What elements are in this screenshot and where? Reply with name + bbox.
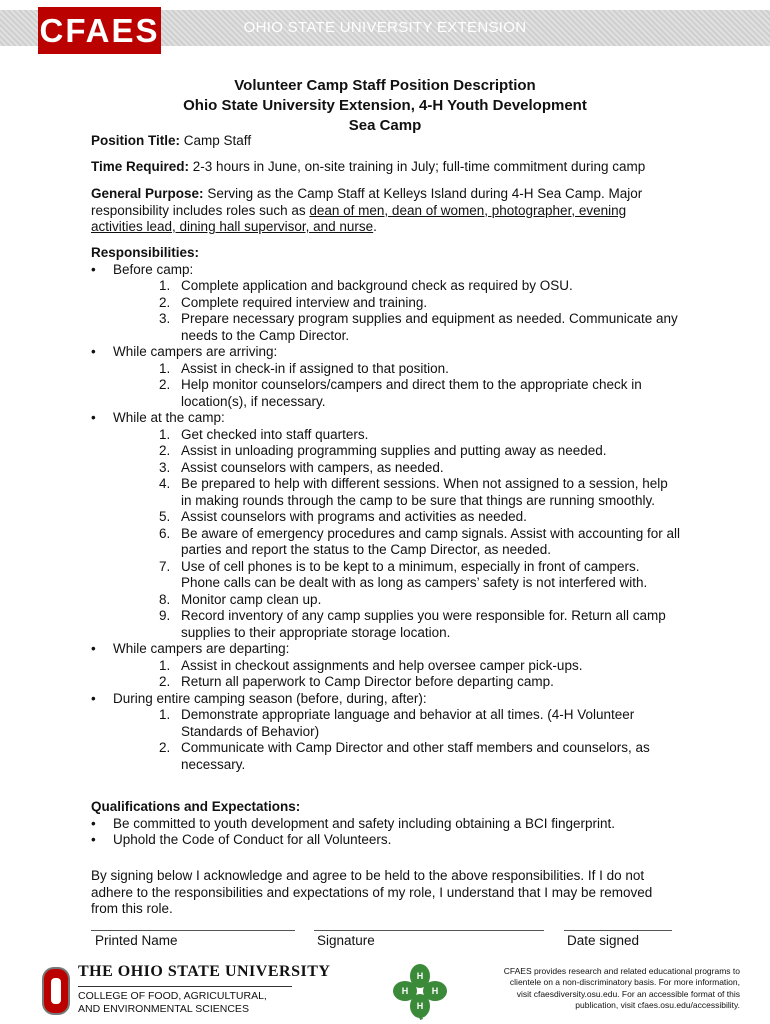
general-purpose-text: Serving as the Camp Staff at Kelleys Island during 4-H Sea Camp. Major responsibility includes roles such as bbox=[91, 186, 643, 218]
general-purpose bbox=[91, 186, 681, 236]
document-title: Volunteer Camp Staff Position Description bbox=[234, 77, 536, 94]
list-item: 7. Use of cell phones is to be kept to a minimum, especially in front of campers. Phone calls can be dealt with as long as campers’ safety is not interfered with. bbox=[159, 558, 648, 590]
4h-clover-icon bbox=[391, 962, 449, 1020]
svg-text:H: H bbox=[416, 971, 424, 981]
list-item bbox=[91, 410, 681, 641]
list-item bbox=[91, 344, 681, 410]
list-item: 2. Return all paperwork to Camp Director before departing camp. bbox=[159, 674, 554, 689]
section-title: During entire camping season (before, during, after): bbox=[113, 690, 427, 706]
signature-line[interactable] bbox=[314, 930, 544, 931]
list-item: 2. Communicate with Camp Director and other staff members and counselors, as necessary. bbox=[159, 740, 650, 772]
list-item: 1. Assist in checkout assignments and help oversee camper pick-ups. bbox=[159, 657, 583, 673]
responsibilities-list bbox=[91, 262, 681, 774]
printed-name-line[interactable] bbox=[91, 930, 295, 931]
osu-divider bbox=[78, 986, 292, 987]
osu-college bbox=[78, 990, 267, 1016]
block-o-logo bbox=[40, 963, 72, 1019]
time-required-label: Time Required: bbox=[91, 159, 190, 174]
position-title bbox=[91, 133, 681, 150]
section-title: While campers are departing: bbox=[113, 641, 290, 656]
document-program: Sea Camp bbox=[348, 117, 422, 134]
responsibilities-heading: Responsibilities: bbox=[91, 245, 200, 260]
qualifications-heading: Qualifications and Expectations: bbox=[91, 799, 301, 814]
list-item: 5. Assist counselors with programs and activities as needed. bbox=[159, 509, 527, 524]
general-purpose-roles: dean of men, dean of women, photographer, evening activities lead, dining hall supervisor, and nurse bbox=[91, 202, 627, 234]
cfaes-logo: CFAES bbox=[38, 7, 161, 54]
list-item: • Be committed to youth development and safety including obtaining a BCI fingerprint. bbox=[91, 816, 681, 833]
time-required bbox=[91, 159, 681, 176]
qualifications bbox=[91, 799, 681, 849]
list-item: 1. Demonstrate appropriate language and behavior at all times. (4-H Volunteer Standards of Behavior) bbox=[159, 707, 635, 739]
list-item: 1. Assist in check-in if assigned to that position. bbox=[159, 360, 449, 376]
college-line-1: COLLEGE OF FOOD, AGRICULTURAL, bbox=[78, 990, 267, 1002]
list-item: 1. Get checked into staff quarters. bbox=[159, 426, 369, 442]
numbered-list bbox=[113, 658, 681, 691]
document-subtitle: Ohio State University Extension, 4-H Youth Development bbox=[183, 97, 587, 114]
list-item bbox=[91, 262, 681, 345]
list-item: • Uphold the Code of Conduct for all Volunteers. bbox=[91, 832, 681, 849]
acknowledgement-text: By signing below I acknowledge and agree to be held to the above responsibilities. If I do not adhere to the responsibilities and expectations of my role, I understand that I may be removed from this role. bbox=[91, 868, 653, 916]
numbered-list bbox=[113, 361, 681, 411]
general-purpose-label: General Purpose: bbox=[91, 186, 204, 201]
list-item: 2. Assist in unloading programming supplies and putting away as needed. bbox=[159, 443, 607, 458]
list-item: 9. Record inventory of any camp supplies you were responsible for. Return all camp supplies to their appropriate storage location. bbox=[159, 608, 666, 640]
list-item: 2. Help monitor counselors/campers and direct them to the appropriate check in location(s), if necessary. bbox=[159, 377, 642, 409]
extension-banner-text: OHIO STATE UNIVERSITY EXTENSION bbox=[243, 19, 527, 36]
qualifications-list bbox=[91, 816, 681, 849]
svg-text:H: H bbox=[416, 1001, 424, 1011]
position-title-value: Camp Staff bbox=[183, 133, 252, 148]
section-title: While at the camp: bbox=[113, 410, 225, 425]
osu-name: THE OHIO STATE UNIVERSITY bbox=[78, 963, 331, 980]
list-item: 1. Complete application and background check as required by OSU. bbox=[159, 278, 573, 293]
list-item: 4. Be prepared to help with different sessions. When not assigned to a session, help in making rounds through the camp to be sure that things are running smoothly. bbox=[159, 476, 668, 508]
section-title: While campers are arriving: bbox=[113, 344, 278, 359]
college-line-2: AND ENVIRONMENTAL SCIENCES bbox=[78, 1003, 249, 1015]
svg-text:H: H bbox=[431, 986, 439, 996]
svg-text:H: H bbox=[401, 986, 409, 996]
time-required-value: 2-3 hours in June, on-site training in July; full-time commitment during camp bbox=[192, 159, 646, 174]
position-title-label: Position Title: bbox=[91, 133, 181, 148]
footer-note: CFAES provides research and related educational programs to clientele on a non-discriminatory basis. For more information, visit cfaesdiversity.osu.edu. For an accessible format of this publication, visit cfaes.osu.edu/accessibility. bbox=[503, 966, 740, 1010]
list-item: 6. Be aware of emergency procedures and camp signals. Assist with accounting for all parties and report the status to the Camp Director, as needed. bbox=[159, 525, 681, 557]
signature-label: Signature bbox=[317, 933, 375, 948]
date-signed-label: Date signed bbox=[567, 933, 640, 948]
list-item: 2. Complete required interview and training. bbox=[159, 294, 428, 310]
printed-name-label: Printed Name bbox=[95, 933, 178, 948]
general-purpose-end: . bbox=[373, 219, 377, 234]
numbered-list bbox=[113, 707, 681, 773]
list-item bbox=[91, 691, 681, 774]
section-title: Before camp: bbox=[113, 261, 194, 277]
list-item bbox=[91, 641, 681, 691]
list-item: 8. Monitor camp clean up. bbox=[159, 591, 322, 607]
list-item: 3. Prepare necessary program supplies and equipment as needed. Communicate any needs to the Camp Director. bbox=[159, 311, 678, 343]
numbered-list bbox=[113, 427, 681, 642]
date-line[interactable] bbox=[564, 930, 672, 931]
osu-footer-logo bbox=[40, 963, 331, 1019]
responsibilities bbox=[91, 245, 681, 773]
list-item: 3. Assist counselors with campers, as needed. bbox=[159, 459, 444, 475]
numbered-list bbox=[113, 278, 681, 344]
